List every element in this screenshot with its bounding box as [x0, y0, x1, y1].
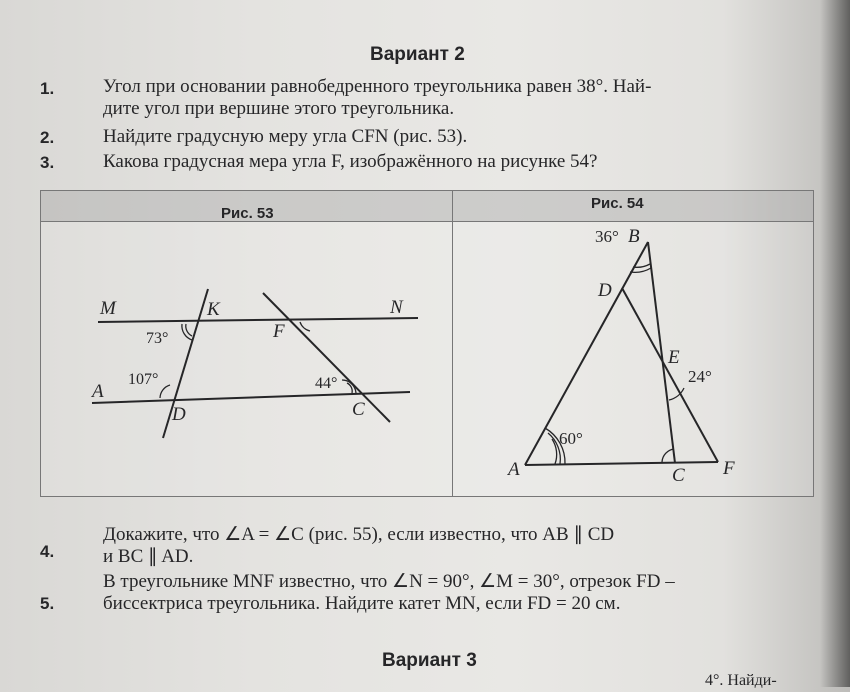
- fig53-label-c: C: [352, 399, 365, 420]
- next-variant-title: Вариант 3: [382, 650, 477, 671]
- task-1-line-2: дите угол при вершине этого треугольника.: [103, 98, 455, 119]
- fig54-title: Рис. 54: [591, 195, 644, 212]
- fig54-label-a: A: [508, 459, 520, 480]
- task-1-line-1: Угол при основании равнобедренного треугольника равен 38°. Най-: [103, 76, 652, 97]
- fig54-label-b: B: [628, 226, 640, 247]
- fig53-angle-44: 44°: [315, 375, 338, 392]
- task-5-number: 5.: [40, 594, 55, 613]
- fig53-label-k: K: [207, 299, 220, 320]
- task-1-number: 1.: [40, 79, 55, 98]
- fig53-angle-107: 107°: [128, 371, 159, 388]
- fig53-angle-73: 73°: [146, 330, 169, 347]
- fig54-angle-60: 60°: [559, 429, 583, 448]
- task-2-text: Найдите градусную меру угла CFN (рис. 53).: [103, 126, 468, 147]
- task-5-text: [103, 571, 675, 615]
- task-5-line-2: биссектриса треугольника. Найдите катет MN, если FD = 20 см.: [103, 593, 621, 614]
- fig54-label-d: D: [598, 280, 612, 301]
- fig54-base-af: [525, 462, 718, 465]
- variant-title: Вариант 2: [370, 44, 465, 65]
- fig54-label-c: C: [672, 465, 685, 486]
- task-4-line-1: Докажите, что ∠A = ∠C (рис. 55), если известно, что AB ∥ CD: [103, 524, 615, 545]
- fig54-angle-36: 36°: [595, 227, 619, 246]
- task-4-line-2: и BC ∥ AD.: [103, 546, 194, 567]
- fig54-label-e: E: [668, 347, 680, 368]
- task-5-line-1: В треугольнике MNF известно, что ∠N = 90°, ∠M = 30°, отрезок FD –: [103, 571, 675, 592]
- fig53-label-m: M: [100, 298, 116, 319]
- task-3-number: 3.: [40, 153, 55, 172]
- cut-off-text: 4°. Найди-: [705, 672, 777, 689]
- fig54-label-f: F: [723, 458, 735, 479]
- fig53-title: Рис. 53: [221, 205, 274, 222]
- fig53-label-n: N: [390, 297, 403, 318]
- fig54-side-ab: [525, 242, 648, 465]
- task-2-number: 2.: [40, 128, 55, 147]
- fig53-label-f: F: [273, 321, 285, 342]
- task-4-number: 4.: [40, 542, 55, 561]
- fig54-arc-c: [662, 449, 674, 462]
- task-4-text: [103, 524, 614, 568]
- task-3-text: Какова градусная мера угла F, изображённого на рисунке 54?: [103, 151, 598, 172]
- fig53-label-d: D: [172, 404, 186, 425]
- fig53-label-a: A: [92, 381, 104, 402]
- fig54-angle-24: 24°: [688, 367, 712, 386]
